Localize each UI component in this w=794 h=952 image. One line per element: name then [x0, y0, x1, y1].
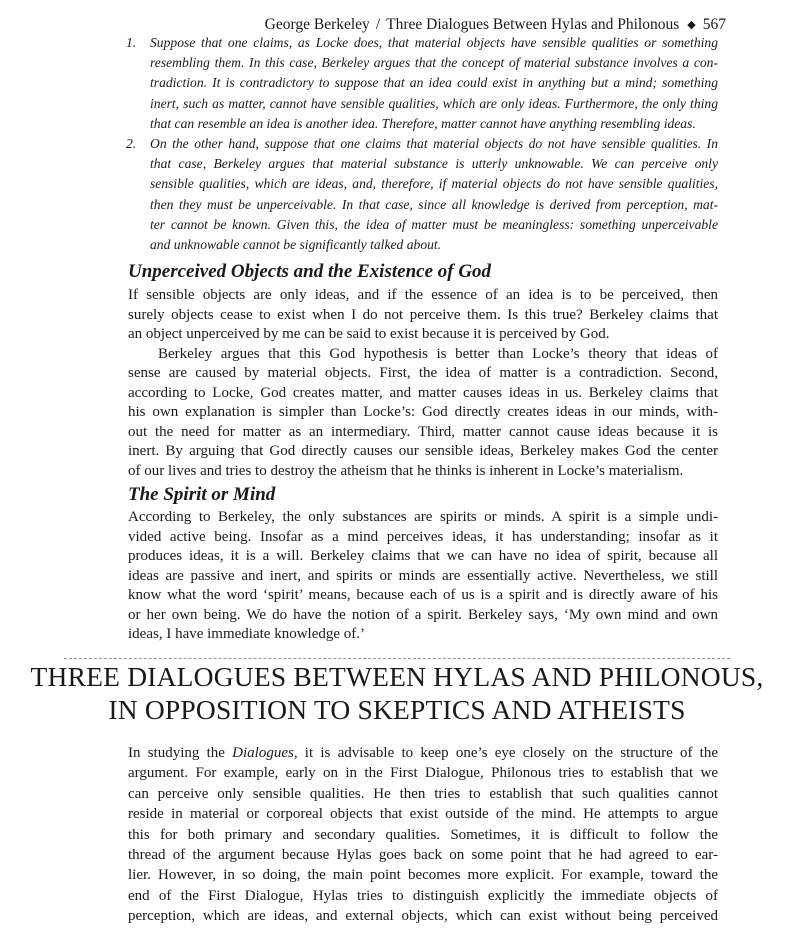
text-line: resembling them. In this case, Berkeley argues that the concept of material substance involves a con-	[150, 55, 718, 71]
text-span: Suppose that one claims, as Locke does, that material objects have sensible qualities or something	[150, 35, 718, 50]
page-number: 567	[702, 16, 726, 33]
intro-paragraph	[128, 743, 718, 927]
text-line: according to Locke, God creates matter, and matter causes ideas in us. Berkeley claims that	[128, 384, 718, 401]
text-line: end of the First Dialogue, Hylas tries to distinguish explicitly the immediate objects of	[128, 887, 718, 904]
list-number: 1.	[126, 35, 137, 50]
italic-title: Dialogues	[232, 745, 294, 761]
chapter-title-line-2: IN OPPOSITION TO SKEPTICS AND ATHEISTS	[108, 694, 686, 725]
text-line: that can resemble an idea is another idea. Therefore, matter cannot have anything resembling ideas.	[150, 115, 696, 131]
text-span: On the other hand, suppose that one claims that material objects do not have sensible qualities. In	[150, 135, 718, 151]
text-line: or her own being. We do have the notion of a spirit. Berkeley says, ‘My own mind and own	[128, 606, 718, 623]
text-line: inert. By arguing that God directly causes our sensible ideas, Berkeley makes God the center	[128, 443, 718, 459]
text-span: In studying the	[128, 745, 233, 761]
section-divider	[64, 658, 730, 659]
text-line: inert, such as matter, cannot have sensible qualities, which are only ideas. Furthermore, the only thing	[150, 95, 718, 111]
text-line: out the need for matter as an intermediary. Third, matter cannot cause ideas because it is	[128, 423, 718, 440]
text-line: perception, which are ideas, and external objects, which can exist without being perceived	[128, 908, 718, 925]
text-line	[126, 33, 718, 53]
text-line: can perceive only sensible qualities. He then tries to establish that such qualities cannot	[128, 785, 718, 802]
numbered-list	[126, 33, 718, 255]
text-line: thread of the argument because Hylas goes back on some point that he had agreed to ear-	[128, 846, 718, 863]
text-line: Berkeley argues that this God hypothesis is better than Locke’s theory that ideas of	[158, 345, 718, 362]
running-head-title: Three Dialogues Between Hylas and Philonous	[386, 16, 680, 33]
text-line	[128, 743, 718, 763]
section-heading-unperceived-objects: Unperceived Objects and the Existence of God	[128, 261, 492, 282]
text-line: ideas are passive and inert, and spirits or minds are essentially active. Nevertheless, we still	[128, 567, 718, 584]
text-span: , it is advisable to keep one’s eye closely on the structure of the	[293, 745, 718, 761]
text-line: lier. However, in so doing, the main point becomes more explicit. For example, toward the	[128, 867, 718, 884]
section-body-spirit-or-mind	[128, 508, 718, 645]
list-number: 2.	[126, 135, 137, 151]
text-line: If sensible objects are only ideas, and if the essence of an idea is to be perceived, then	[128, 287, 718, 303]
text-line: that case, Berkeley argues that material substance is utterly unknowable. We can perceive only	[150, 156, 718, 172]
text-line: an object unperceived by me can be said to exist because it is perceived by God.	[128, 326, 610, 342]
text-line: this for both primary and secondary qualities. Sometimes, it is difficult to follow the	[128, 826, 718, 843]
text-line: argument. For example, early on in the First Dialogue, Philonous tries to establish that we	[128, 765, 718, 782]
text-line: sense are caused by material objects. First, the idea of matter is a contradiction. Second,	[128, 365, 718, 381]
section-heading-spirit-or-mind: The Spirit or Mind	[128, 484, 276, 505]
text-line: reside in material or corporeal objects that exist outside of the mind. He attempts to argue	[128, 806, 718, 823]
text-line: his own explanation is simpler than Locke’s: God directly creates ideas in our minds, with-	[128, 404, 718, 420]
text-line: produces ideas, it is a will. Berkeley claims that we can have no idea of spirit, because all	[128, 548, 718, 564]
chapter-title-line-1: THREE DIALOGUES BETWEEN HYLAS AND PHILONOUS,	[30, 661, 764, 692]
running-head-separator: /	[375, 16, 381, 33]
section-body-unperceived-objects	[128, 286, 718, 481]
text-line: and unknowable cannot be significantly talked about.	[150, 236, 442, 252]
text-line: tradiction. It is contradictory to suppose that an idea could exist in anything but a mind; something	[150, 75, 718, 91]
text-line: of our lives and tries to destroy the atheism that he thinks is inherent in Locke’s materialism.	[128, 462, 684, 479]
diamond-ornament-icon: ◆	[687, 19, 696, 31]
text-line: According to Berkeley, the only substances are spirits or minds. A spirit is a simple undi-	[128, 509, 718, 525]
text-line: know what the word ‘spirit’ means, because each of us is a spirit and is directly aware of his	[128, 587, 718, 603]
text-line: ter cannot be known. Given this, the idea of matter must be meaningless: something unperceivable	[150, 216, 718, 232]
running-head-author: George Berkeley	[264, 16, 370, 33]
running-head	[265, 16, 726, 34]
text-line	[126, 134, 718, 154]
text-line: ideas, I have immediate knowledge of.’	[128, 626, 365, 642]
text-line: sensible qualities, which are ideas, and, therefore, if material objects do not have sensible qualities,	[150, 176, 718, 192]
text-line: then they must be unperceivable. In that case, since all knowledge is derived from perception, mat-	[150, 196, 718, 212]
text-line: vided active being. Insofar as a mind perceives ideas, it has understanding; insofar as it	[128, 528, 718, 545]
text-line: surely objects cease to exist when I do not perceive them. Is this true? Berkeley claims that	[128, 306, 718, 323]
